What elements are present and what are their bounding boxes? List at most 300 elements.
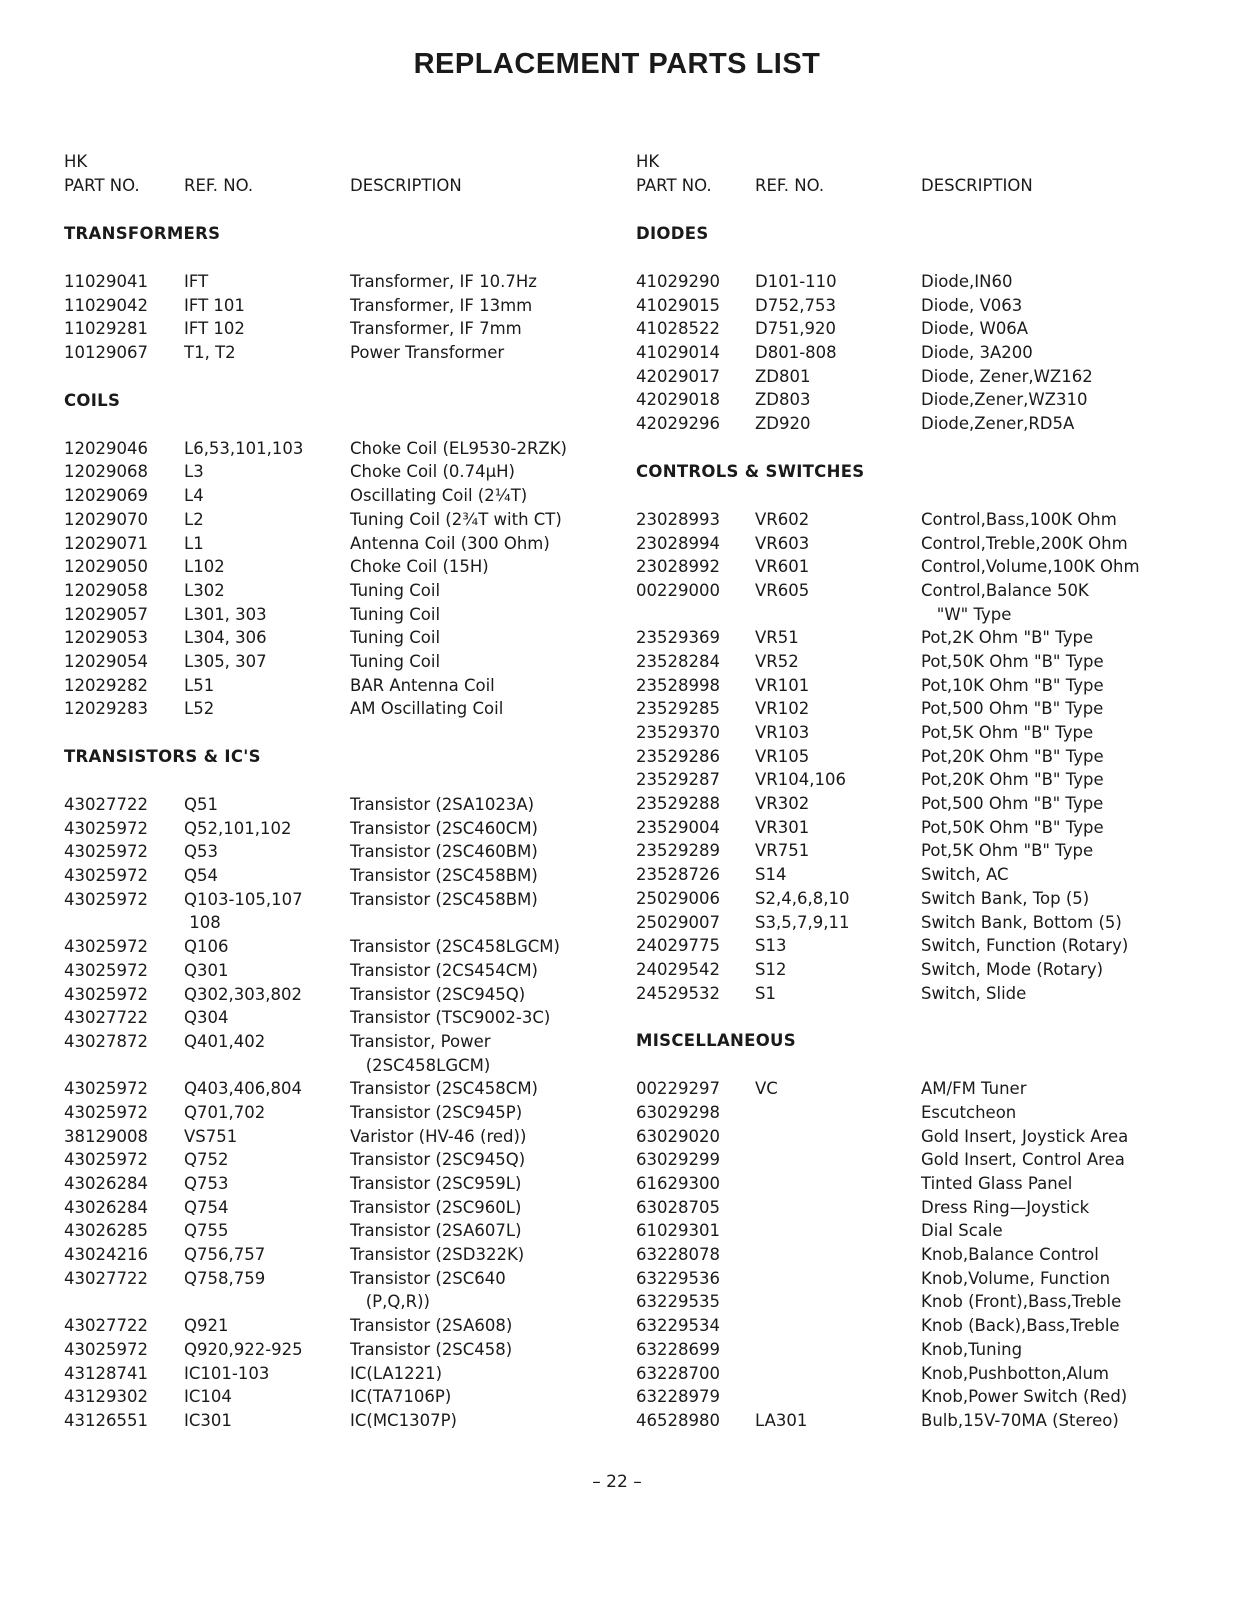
ref-number: IC301 (184, 1410, 232, 1430)
part-row (64, 1290, 644, 1314)
ref-number: Q752 (184, 1150, 229, 1170)
part-description: (P,Q,R)) (350, 1292, 430, 1312)
part-description: Diode, Zener,WZ162 (921, 366, 1093, 386)
part-description: Tuning Coil (350, 651, 441, 671)
part-row (64, 626, 644, 650)
part-number: 11029281 (64, 319, 148, 339)
part-description: Tuning Coil (350, 628, 441, 648)
part-description: Transistor (2SD322K) (350, 1245, 525, 1265)
ref-number: L1 (184, 533, 204, 553)
part-row (636, 934, 1216, 958)
part-number: 25029006 (636, 888, 720, 908)
part-number: 11029042 (64, 295, 148, 315)
part-row (64, 959, 644, 983)
header-hk: HK (636, 152, 660, 171)
part-row (64, 1054, 644, 1078)
ref-number: D801-808 (755, 343, 837, 363)
ref-number: T1, T2 (184, 343, 236, 363)
section-title: TRANSISTORS & IC'S (64, 747, 261, 766)
part-description: "W" Type (921, 604, 1012, 624)
header-part-no: PART NO. (64, 176, 140, 195)
part-row (636, 1290, 1216, 1314)
part-number: 24529532 (636, 983, 720, 1003)
ref-number: ZD801 (755, 366, 811, 386)
part-number: 43027872 (64, 1031, 148, 1051)
part-number: 23529370 (636, 723, 720, 742)
part-number: 23529287 (636, 770, 720, 790)
ref-number: Q53 (184, 842, 218, 862)
part-description: Gold Insert, Control Area (921, 1150, 1125, 1170)
part-row (636, 674, 1216, 698)
part-number: 43026284 (64, 1174, 148, 1193)
part-number: 41028522 (636, 319, 720, 339)
part-number: 63029299 (636, 1150, 720, 1170)
ref-number: Q106 (184, 937, 229, 957)
part-description: Transistor (2SA1023A) (350, 795, 535, 814)
part-number: 43129302 (64, 1387, 148, 1407)
part-description: Choke Coil (EL9530-2RZK) (350, 438, 567, 458)
parts-section (64, 222, 644, 365)
part-description: Varistor (HV-46 (red)) (350, 1126, 527, 1146)
ref-number: L4 (184, 486, 204, 506)
part-number: 63029020 (636, 1126, 720, 1146)
part-description: Transistor (2SC458CM) (350, 1079, 538, 1099)
part-row (636, 388, 1216, 412)
part-row (64, 294, 644, 318)
part-description: Power Transformer (350, 343, 505, 363)
part-description: Pot,500 Ohm "B" Type (921, 794, 1104, 814)
part-number: 12029046 (64, 438, 148, 458)
part-row (636, 365, 1216, 389)
part-row (636, 745, 1216, 769)
part-description: Diode,Zener,WZ310 (921, 390, 1088, 410)
part-description: Transistor (2SC945Q) (350, 1150, 526, 1170)
ref-number: VC (755, 1079, 778, 1099)
parts-section (636, 222, 1216, 436)
part-row (64, 1409, 644, 1433)
part-description: Transistor (2SC458) (350, 1339, 513, 1359)
part-row (636, 816, 1216, 840)
part-row (64, 1243, 644, 1267)
ref-number: Q756,757 (184, 1245, 266, 1265)
part-row (64, 911, 644, 935)
part-row (636, 412, 1216, 436)
part-row (636, 341, 1216, 365)
ref-number: Q755 (184, 1221, 229, 1241)
ref-number: Q920,922-925 (184, 1339, 303, 1359)
part-row (636, 1148, 1216, 1172)
part-description: Tinted Glass Panel (921, 1174, 1073, 1193)
part-row (636, 697, 1216, 721)
part-row (636, 532, 1216, 556)
part-description: Diode,IN60 (921, 272, 1013, 291)
ref-number: Q758,759 (184, 1268, 266, 1288)
ref-number: Q54 (184, 866, 218, 886)
part-number: 43025972 (64, 842, 148, 862)
part-number: 43024216 (64, 1245, 148, 1265)
part-row (636, 1409, 1216, 1433)
ref-number: IC104 (184, 1387, 232, 1407)
part-row (64, 1338, 644, 1362)
part-description: Switch, Slide (921, 983, 1027, 1003)
part-number: 12029068 (64, 462, 148, 482)
part-description: Transistor (TSC9002-3C) (350, 1008, 551, 1028)
part-description: Transistor (2SA608) (350, 1316, 513, 1336)
part-row (64, 437, 644, 461)
ref-number: S2,4,6,8,10 (755, 888, 850, 908)
part-row (64, 484, 644, 508)
part-number: 00229000 (636, 580, 720, 600)
part-description: Switch, Mode (Rotary) (921, 959, 1104, 979)
ref-number: 108 (184, 913, 221, 933)
part-row (64, 1006, 644, 1030)
part-row (64, 1196, 644, 1220)
part-number: 63228078 (636, 1245, 720, 1265)
part-row (636, 294, 1216, 318)
part-number: 38129008 (64, 1126, 148, 1146)
part-row (636, 1196, 1216, 1220)
part-number: 43025972 (64, 960, 148, 980)
part-row (64, 793, 644, 817)
part-description: AM/FM Tuner (921, 1079, 1027, 1099)
part-description: Pot,500 Ohm "B" Type (921, 699, 1104, 719)
part-row (636, 792, 1216, 816)
ref-number: Q304 (184, 1008, 229, 1028)
part-number: 63228699 (636, 1339, 720, 1359)
part-number: 24029542 (636, 959, 720, 979)
part-number: 24029775 (636, 936, 720, 956)
ref-number: Q103-105,107 (184, 889, 303, 909)
part-number: 23529286 (636, 746, 720, 766)
part-number: 63029298 (636, 1102, 720, 1122)
header-hk: HK (64, 152, 88, 171)
ref-number: VS751 (184, 1126, 238, 1146)
page-title: REPLACEMENT PARTS LIST (413, 48, 821, 80)
ref-number: L6,53,101,103 (184, 438, 304, 458)
part-description: Transistor (2SC458BM) (350, 889, 538, 909)
part-description: Transistor (2SC460CM) (350, 818, 538, 838)
ref-number: VR603 (755, 533, 810, 553)
part-number: 61029301 (636, 1221, 720, 1241)
header-part-no: PART NO. (636, 176, 712, 195)
part-row (636, 626, 1216, 650)
ref-number: VR52 (755, 651, 799, 671)
part-number: 43026285 (64, 1221, 148, 1241)
ref-number: VR605 (755, 580, 810, 600)
section-title: TRANSFORMERS (64, 224, 221, 243)
part-row (64, 270, 644, 294)
part-number: 43025972 (64, 1339, 148, 1359)
ref-number: Q701,702 (184, 1102, 266, 1122)
part-description: Diode, V063 (921, 295, 1023, 315)
part-number: 25029007 (636, 912, 720, 932)
part-row (636, 958, 1216, 982)
part-number: 23528726 (636, 865, 720, 885)
part-description: Control,Balance 50K (921, 580, 1089, 600)
part-description: Transistor (2CS454CM) (350, 960, 538, 980)
part-number: 43026284 (64, 1197, 148, 1217)
part-description: Pot,20K Ohm "B" Type (921, 746, 1104, 766)
part-description: Pot,50K Ohm "B" Type (921, 651, 1104, 671)
part-description: Knob,Power Switch (Red) (921, 1387, 1128, 1407)
part-number: 63228979 (636, 1387, 720, 1407)
part-row (636, 317, 1216, 341)
ref-number: IFT 101 (184, 295, 245, 315)
ref-number: L2 (184, 509, 204, 529)
part-description: Tuning Coil (350, 604, 441, 624)
ref-number: Q754 (184, 1197, 229, 1217)
part-number: 11029041 (64, 272, 148, 291)
part-number: 23529285 (636, 699, 720, 719)
part-number: 12029070 (64, 509, 148, 529)
ref-number: VR302 (755, 794, 810, 814)
part-number: 12029283 (64, 699, 148, 719)
ref-number: L52 (184, 699, 215, 719)
part-row (636, 863, 1216, 887)
ref-number: D752,753 (755, 295, 836, 315)
part-description: Diode, W06A (921, 319, 1029, 339)
part-number: 23528284 (636, 651, 720, 671)
left-column (64, 150, 644, 1433)
part-number: 43025972 (64, 1150, 148, 1170)
part-description: Control,Bass,100K Ohm (921, 509, 1117, 529)
part-number: 23028992 (636, 557, 720, 577)
part-description: Switch Bank, Top (5) (921, 888, 1090, 908)
part-number: 43027722 (64, 1316, 148, 1336)
section-title: MISCELLANEOUS (636, 1031, 796, 1051)
part-number: 12029050 (64, 557, 148, 577)
part-row (64, 674, 644, 698)
part-description: Transistor (2SC460BM) (350, 842, 538, 862)
part-row (64, 1219, 644, 1243)
part-row (64, 1385, 644, 1409)
part-number: 12029058 (64, 580, 148, 600)
ref-number: D751,920 (755, 319, 836, 339)
part-description: Pot,50K Ohm "B" Type (921, 817, 1104, 837)
ref-number: D101-110 (755, 272, 837, 291)
part-number: 42029296 (636, 414, 720, 434)
ref-number: VR602 (755, 509, 810, 529)
ref-number: VR102 (755, 699, 810, 719)
part-number: 12029071 (64, 533, 148, 553)
part-row (64, 1172, 644, 1196)
ref-number: L102 (184, 557, 225, 577)
part-number: 41029290 (636, 272, 720, 291)
part-number: 63228700 (636, 1363, 720, 1383)
part-row (636, 721, 1216, 745)
part-description: Dress Ring—Joystick (921, 1197, 1090, 1217)
header-ref-no: REF. NO. (755, 176, 825, 195)
part-description: Pot,2K Ohm "B" Type (921, 628, 1094, 648)
ref-number: Q401,402 (184, 1031, 266, 1051)
column-header (64, 150, 644, 198)
part-number: 23028994 (636, 533, 720, 553)
part-row (64, 1267, 644, 1291)
part-description: Transistor (2SC960L) (350, 1197, 522, 1217)
part-description: Gold Insert, Joystick Area (921, 1126, 1129, 1146)
part-row (636, 1125, 1216, 1149)
column-header (636, 150, 1216, 198)
part-description: Escutcheon (921, 1102, 1017, 1122)
ref-number: L305, 307 (184, 651, 267, 671)
part-description: Knob (Back),Bass,Treble (921, 1316, 1120, 1336)
part-description: Oscillating Coil (2¼T) (350, 486, 528, 506)
part-row (64, 579, 644, 603)
part-description: Switch, AC (921, 865, 1009, 885)
ref-number: VR103 (755, 723, 810, 742)
part-row (636, 1243, 1216, 1267)
part-description: Switch, Function (Rotary) (921, 936, 1129, 956)
part-description: Transistor (2SC640 (350, 1268, 506, 1288)
part-row (636, 603, 1216, 627)
part-row (64, 1125, 644, 1149)
part-number: 10129067 (64, 343, 148, 363)
part-description: IC(TA7106P) (350, 1387, 452, 1407)
part-number: 43025972 (64, 818, 148, 838)
part-description: Choke Coil (0.74μH) (350, 462, 515, 482)
part-row (64, 1362, 644, 1386)
part-number: 23529369 (636, 628, 720, 648)
part-number: 12029053 (64, 628, 148, 648)
part-number: 46528980 (636, 1410, 720, 1430)
part-number: 00229297 (636, 1079, 720, 1099)
part-description: BAR Antenna Coil (350, 675, 495, 695)
part-row (64, 317, 644, 341)
part-row (64, 864, 644, 888)
ref-number: L51 (184, 675, 215, 695)
part-row (636, 982, 1216, 1006)
ref-number: VR101 (755, 675, 810, 695)
part-row (636, 1362, 1216, 1386)
part-row (636, 555, 1216, 579)
part-row (64, 697, 644, 721)
ref-number: ZD920 (755, 414, 811, 434)
part-row (636, 508, 1216, 532)
part-description: Control,Treble,200K Ohm (921, 533, 1128, 553)
ref-number: VR301 (755, 817, 810, 837)
part-description: Knob,Balance Control (921, 1245, 1099, 1265)
header-description: DESCRIPTION (350, 176, 462, 195)
part-number: 23529004 (636, 817, 720, 837)
ref-number: VR104,106 (755, 770, 846, 790)
part-row (64, 1101, 644, 1125)
parts-section (64, 389, 644, 721)
part-number: 43025972 (64, 984, 148, 1004)
part-description: Pot,5K Ohm "B" Type (921, 723, 1094, 742)
ref-number: IFT (184, 272, 209, 291)
part-description: Transformer, IF 7mm (350, 319, 522, 339)
right-column (636, 150, 1216, 1433)
ref-number: S3,5,7,9,11 (755, 912, 850, 932)
ref-number: S13 (755, 936, 787, 956)
ref-number: S14 (755, 865, 787, 885)
part-row (636, 768, 1216, 792)
part-number: 43025972 (64, 866, 148, 886)
part-number: 41029014 (636, 343, 720, 363)
parts-section (636, 1029, 1216, 1432)
part-description: Switch Bank, Bottom (5) (921, 912, 1122, 932)
part-row (636, 1267, 1216, 1291)
part-number: 63229536 (636, 1268, 720, 1288)
part-number: 23028993 (636, 509, 720, 529)
part-number: 61629300 (636, 1174, 720, 1193)
header-ref-no: REF. NO. (184, 176, 254, 195)
part-description: (2SC458LGCM) (350, 1055, 491, 1075)
part-number: 12029054 (64, 651, 148, 671)
ref-number: VR601 (755, 557, 810, 577)
part-row (636, 650, 1216, 674)
ref-number: Q52,101,102 (184, 818, 292, 838)
part-row (64, 508, 644, 532)
part-description: Pot,10K Ohm "B" Type (921, 675, 1104, 695)
parts-section (636, 460, 1216, 1005)
part-row (64, 840, 644, 864)
ref-number: VR751 (755, 841, 810, 861)
part-row (64, 1030, 644, 1054)
part-description: Transistor (2SC945Q) (350, 984, 526, 1004)
part-description: Transistor (2SC458BM) (350, 866, 538, 886)
ref-number: L3 (184, 462, 204, 482)
part-row (64, 460, 644, 484)
part-row (64, 888, 644, 912)
part-number: 43025972 (64, 937, 148, 957)
part-number: 43025972 (64, 1102, 148, 1122)
part-description: Bulb,15V-70MA (Stereo) (921, 1410, 1119, 1430)
parts-section (64, 745, 644, 1433)
part-number: 43027722 (64, 795, 148, 814)
part-description: Pot,5K Ohm "B" Type (921, 841, 1094, 861)
part-row (64, 603, 644, 627)
part-row (636, 1219, 1216, 1243)
ref-number: VR51 (755, 628, 799, 648)
section-title: CONTROLS & SWITCHES (636, 461, 865, 481)
ref-number: Q302,303,802 (184, 984, 302, 1004)
part-number: 43025972 (64, 1079, 148, 1099)
part-number: 43027722 (64, 1008, 148, 1028)
ref-number: Q921 (184, 1316, 229, 1336)
part-description: Antenna Coil (300 Ohm) (350, 533, 550, 553)
part-description: Knob,Tuning (921, 1339, 1023, 1359)
ref-number: Q403,406,804 (184, 1079, 302, 1099)
part-row (64, 983, 644, 1007)
ref-number: LA301 (755, 1410, 808, 1430)
ref-number: S1 (755, 983, 776, 1003)
part-row (636, 270, 1216, 294)
part-description: AM Oscillating Coil (350, 699, 504, 719)
part-row (636, 1338, 1216, 1362)
part-number: 12029057 (64, 604, 148, 624)
part-row (636, 887, 1216, 911)
ref-number: L304, 306 (184, 628, 267, 648)
part-row (64, 1314, 644, 1338)
part-row (64, 555, 644, 579)
part-description: Knob (Front),Bass,Treble (921, 1292, 1122, 1312)
section-title: COILS (64, 390, 121, 410)
part-description: IC(LA1221) (350, 1363, 443, 1383)
part-description: Transistor (2SA607L) (350, 1221, 522, 1241)
part-row (636, 911, 1216, 935)
part-number: 63229535 (636, 1292, 720, 1312)
part-number: 63028705 (636, 1197, 720, 1217)
ref-number: IC101-103 (184, 1363, 270, 1383)
part-number: 43027722 (64, 1268, 148, 1288)
ref-number: IFT 102 (184, 319, 245, 339)
part-row (636, 839, 1216, 863)
ref-number: Q301 (184, 960, 229, 980)
part-row (64, 1077, 644, 1101)
part-row (64, 1148, 644, 1172)
part-description: Transformer, IF 10.7Hz (350, 272, 537, 291)
